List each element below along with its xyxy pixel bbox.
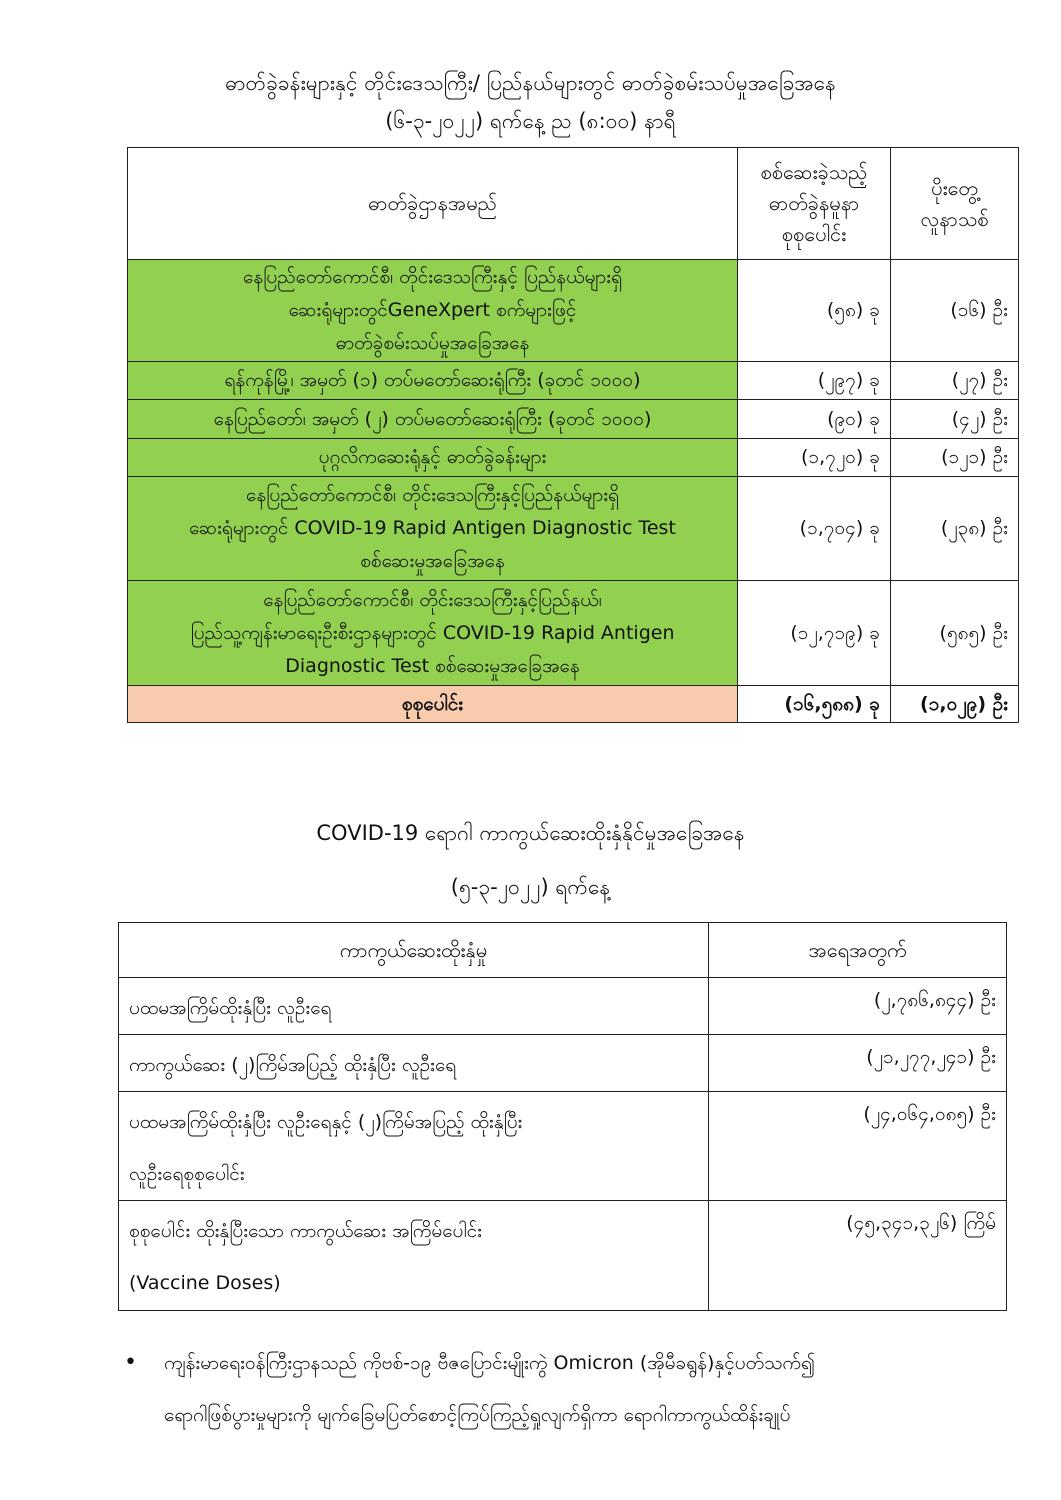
name-line: ဆေးရုံများတွင်GeneXpert စက်များဖြင့် xyxy=(288,299,577,321)
lab-row-positive: (၁၂၁) ဦး xyxy=(891,439,1019,477)
vaccination-table xyxy=(118,922,1007,1311)
lab-row xyxy=(128,581,1019,686)
label-line: ပထမအကြိမ်ထိုးနှံပြီး လူဦးရေနှင့် (၂)ကြိမ်အပြည့် ထိုးနှံပြီး xyxy=(129,1111,523,1133)
name-line: ဓာတ်ခွဲစမ်းသပ်မှုအခြေအနေ xyxy=(335,332,530,354)
label-line: စုစုပေါင်း ထိုးနှံပြီးသော ကာကွယ်ဆေး အကြိမ်ပေါင်း xyxy=(129,1220,482,1242)
header-line: လူနာသစ် xyxy=(920,206,989,231)
lab-row-samples: (၅၈) ခု xyxy=(738,260,891,362)
lab-row-samples: (၂၉၇) ခု xyxy=(738,362,891,400)
vaccine-row-value: (၂,၇၈၆,၈၄၄) ဦး xyxy=(709,978,1007,1035)
lab-row xyxy=(128,477,1019,581)
vaccine-table-header xyxy=(119,923,1007,978)
lab-row xyxy=(128,260,1019,362)
lab-row-name: နေပြည်တော်၊ အမှတ် (၂) တပ်မတော်ဆေးရုံကြီး (ခုတင် ၁၀၀၀) xyxy=(128,400,738,439)
lab-total-row xyxy=(128,686,1019,723)
header-line: ပိုးတွေ့ xyxy=(931,175,978,200)
vaccine-row-label: ပထမအကြိမ်ထိုးနှံပြီး လူဦးရေ xyxy=(119,978,709,1035)
lab-header-name: ဓာတ်ခွဲဌာနအမည် xyxy=(128,148,738,260)
lab-row-name xyxy=(128,477,738,581)
note-line: ကျန်းမာရေးဝန်ကြီးဌာနသည် ကိုဗစ်-၁၉ ဗီဇပြောင်းမျိုးကွဲ Omicron (အိုမီခရွန်)နှင့်ပတ်သက်၍ xyxy=(164,1352,816,1374)
vaccine-row-label xyxy=(119,1092,709,1201)
label-line: လူဦးရေစုစုပေါင်း xyxy=(129,1163,245,1185)
lab-row-name: ပုဂ္ဂလိကဆေးရုံနှင့် ဓာတ်ခွဲခန်းများ xyxy=(128,439,738,477)
vaccine-row-value: (၂၁,၂၇၇,၂၄၁) ဦး xyxy=(709,1035,1007,1092)
lab-row xyxy=(128,439,1019,477)
vaccine-row-label: ကာကွယ်ဆေး (၂)ကြိမ်အပြည့် ထိုးနှံပြီး လူဦးရေ xyxy=(119,1035,709,1092)
lab-row-samples: (၁၂,၇၁၉) ခု xyxy=(738,581,891,686)
vaccine-header-item: ကာကွယ်ဆေးထိုးနှံမှု xyxy=(119,923,709,978)
lab-row-positive: (၂၃၈) ဦး xyxy=(891,477,1019,581)
lab-row xyxy=(128,362,1019,400)
name-line: ပြည်သူ့ကျန်းမာရေးဦးစီးဌာနများတွင် COVID-19 Rapid Antigen xyxy=(190,621,675,644)
vaccine-title-line1: COVID-19 ရောဂါ ကာကွယ်ဆေးထိုးနှံနိုင်မှုအခြေအနေ xyxy=(316,821,745,845)
name-line: Diagnostic Test စစ်ဆေးမှုအခြေအနေ xyxy=(285,654,580,677)
lab-title-line1: ဓာတ်ခွဲခန်းများနှင့် တိုင်းဒေသကြီး/ ပြည်နယ်များတွင် ဓာတ်ခွဲစမ်းသပ်မှုအခြေအနေ xyxy=(225,71,836,95)
vaccine-row-value: (၄၅,၃၄၁,၃၂၆) ကြိမ် xyxy=(709,1201,1007,1311)
vaccine-row-value: (၂၄,၀၆၄,၀၈၅) ဦး xyxy=(709,1092,1007,1201)
lab-row-name xyxy=(128,581,738,686)
lab-testing-table xyxy=(127,147,1019,723)
vaccine-row xyxy=(119,1035,1007,1092)
lab-total-positive: (၁,၀၂၉) ဦး xyxy=(891,686,1019,723)
vaccine-row xyxy=(119,1201,1007,1311)
lab-table-header xyxy=(128,148,1019,260)
lab-total-samples: (၁၆,၅၈၈) ခု xyxy=(738,686,891,723)
name-line: စစ်ဆေးမှုအခြေအနေ xyxy=(360,550,505,572)
vaccine-header-count: အရေအတွက် xyxy=(709,923,1007,978)
lab-header-positive xyxy=(891,148,1019,260)
bullet-dot-icon: • xyxy=(124,1350,137,1375)
lab-total-label: စုစုပေါင်း xyxy=(128,686,738,723)
name-line: ဆေးရုံများတွင် COVID-19 Rapid Antigen Diagnostic Test xyxy=(189,517,676,539)
lab-header-samples xyxy=(738,148,891,260)
lab-row-positive: (၅၈၅) ဦး xyxy=(891,581,1019,686)
vaccine-row xyxy=(119,978,1007,1035)
lab-row-samples: (၉၀) ခု xyxy=(738,400,891,439)
vaccine-row xyxy=(119,1092,1007,1201)
name-line: နေပြည်တော်ကောင်စီ၊ တိုင်းဒေသကြီးနှင့်ပြည်နယ်များရှိ xyxy=(246,484,619,506)
lab-row-samples: (၁,၇၀၄) ခု xyxy=(738,477,891,581)
name-line: နေပြည်တော်ကောင်စီ၊ တိုင်းဒေသကြီးနှင့်ပြည်နယ်၊ xyxy=(263,588,602,611)
vaccine-row-label xyxy=(119,1201,709,1311)
lab-row-name xyxy=(128,260,738,362)
lab-row-name: ရန်ကုန်မြို့၊ အမှတ် (၁) တပ်မတော်ဆေးရုံကြီး (ခုတင် ၁၀၀၀) xyxy=(128,362,738,400)
lab-row-positive: (၁၆) ဦး xyxy=(891,260,1019,362)
header-line: စုစုပေါင်း xyxy=(781,222,847,246)
header-line: စစ်ဆေးခဲ့သည့် xyxy=(760,160,868,184)
header-line: ဓာတ်ခွဲနမူနာ xyxy=(768,191,860,215)
note-bullet xyxy=(124,1337,1014,1441)
lab-row xyxy=(128,400,1019,439)
lab-row-samples: (၁,၇၂၀) ခု xyxy=(738,439,891,477)
vaccine-title-line2: (၅-၃-၂၀၂၂) ရက်နေ့ xyxy=(450,875,611,899)
lab-title-line2: (၆-၃-၂၀၂၂) ရက်နေ့ ည (၈:၀၀) နာရီ xyxy=(385,109,676,133)
note-line: ရောဂါဖြစ်ပွားမှုများကို မျက်ခြေမပြတ်စောင့်ကြပ်ကြည့်ရှုလျက်ရှိကာ ရောဂါကာကွယ်ထိန်းချုပ် xyxy=(164,1404,791,1426)
name-line: နေပြည်တော်ကောင်စီ၊ တိုင်းဒေသကြီးနှင့် ပြည်နယ်များရှိ xyxy=(243,266,622,288)
lab-row-positive: (၄၂) ဦး xyxy=(891,400,1019,439)
lab-row-positive: (၂၇) ဦး xyxy=(891,362,1019,400)
label-line: (Vaccine Doses) xyxy=(129,1272,281,1294)
